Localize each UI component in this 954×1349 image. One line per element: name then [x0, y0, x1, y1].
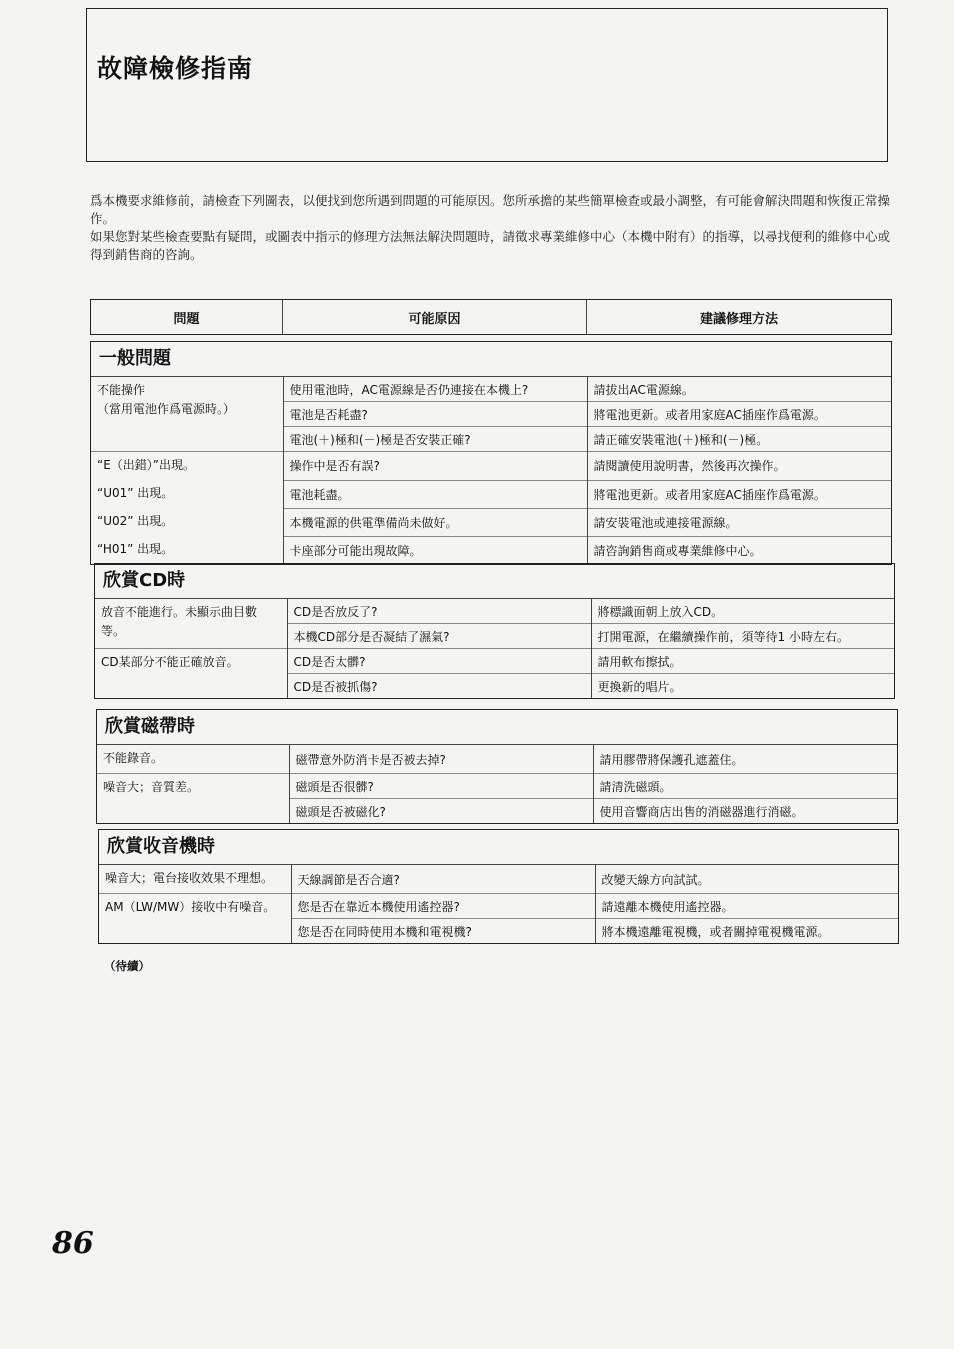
- remedy-cell: 將標識面朝上放入CD。: [597, 604, 724, 619]
- table-row: [97, 774, 897, 799]
- cause-cell: CD是否放反了?: [287, 599, 591, 624]
- section-cd: [94, 563, 895, 699]
- table-row: [99, 865, 898, 894]
- section-radio: [98, 829, 899, 944]
- table-row: [91, 480, 891, 508]
- cause-cell: 磁帶意外防消卡是否被去掉?: [289, 745, 593, 774]
- header-problem: 問題: [91, 300, 283, 334]
- remedy-cell: 請用膠帶將保護孔遮蓋住。: [599, 752, 744, 767]
- problem-cell: CD某部分不能正確放音。: [95, 649, 287, 699]
- intro-paragraph-1: 爲本機要求維修前，請檢查下列圖表，以便找到您所遇到問題的可能原因。您所承擔的某些簡單檢查或最小調整，有可能會解決問題和恢復正常操作。: [90, 193, 891, 226]
- table-header: [90, 299, 892, 335]
- section-general: [90, 341, 892, 565]
- cause-cell: CD是否被抓傷?: [287, 674, 591, 699]
- section-table: [95, 599, 894, 698]
- table-row: [91, 452, 891, 481]
- table-row: [97, 745, 897, 774]
- cause-cell: 操作中是否有誤?: [283, 452, 587, 481]
- section-title: 欣賞CD時: [95, 564, 894, 599]
- remedy-cell: 請拔出AC電源線。: [593, 382, 694, 397]
- section-table: [99, 865, 898, 943]
- remedy-cell: 更換新的唱片。: [591, 674, 894, 699]
- problem-cell: 噪音大；音質差。: [97, 774, 289, 824]
- cause-cell: 磁頭是否被磁化?: [289, 799, 593, 824]
- problem-cell: 噪音大；電台接收效果不理想。: [99, 865, 291, 894]
- page-number: 86: [52, 1226, 94, 1261]
- remedy-cell: 改變天線方向試試。: [601, 872, 710, 887]
- section-table: [91, 377, 891, 564]
- remedy-cell: 請咨詢銷售商或專業維修中心。: [587, 536, 891, 564]
- section-tape: [96, 709, 898, 824]
- section-title: 欣賞磁帶時: [97, 710, 897, 745]
- remedy-cell: 請閱讀使用說明書，然後再次操作。: [587, 452, 891, 481]
- problem-cell: 不能錄音。: [97, 745, 289, 774]
- problem-cell: “U02” 出現。: [91, 508, 283, 536]
- section-table: [97, 745, 897, 823]
- problem-cell: 不能操作 （當用電池作爲電源時。）: [91, 377, 283, 452]
- remedy-cell: 請安裝電池或連接電源線。: [587, 508, 891, 536]
- section-title: 一般問題: [91, 342, 891, 377]
- intro-paragraph-2: 如果您對某些檢查要點有疑問，或圖表中指示的修理方法無法解決問題時，請徵求專業維修中心（本機中附有）的指導，以尋找便利的維修中心或得到銷售商的咨詢。: [90, 229, 891, 262]
- cause-cell: 使用電池時，AC電源線是否仍連接在本機上?: [283, 377, 587, 402]
- remedy-cell: 請正確安裝電池(＋)極和(－)極。: [587, 427, 891, 452]
- remedy-cell: 將電池更新。或者用家庭AC插座作爲電源。: [587, 402, 891, 427]
- cause-cell: 卡座部分可能出現故障。: [283, 536, 587, 564]
- cause-cell: 電池(＋)極和(－)極是否安裝正確?: [283, 427, 587, 452]
- remedy-cell: 請遠離本機使用遙控器。: [595, 894, 898, 919]
- remedy-cell: 打開電源，在繼續操作前，須等待1 小時左右。: [591, 624, 894, 649]
- table-row: [91, 536, 891, 564]
- problem-cell: “U01” 出現。: [91, 480, 283, 508]
- cause-cell: 您是否在同時使用本機和電視機?: [291, 919, 595, 944]
- title-box: [86, 8, 888, 162]
- table-row: [91, 377, 891, 402]
- problem-cell: 放音不能進行。未顯示曲目數等。: [95, 599, 287, 649]
- cause-cell: 您是否在靠近本機使用遙控器?: [291, 894, 595, 919]
- remedy-cell: 請清洗磁頭。: [593, 774, 897, 799]
- remedy-cell: 請用軟布擦拭。: [591, 649, 894, 674]
- intro-text: [90, 192, 892, 264]
- cause-cell: 電池耗盡。: [283, 480, 587, 508]
- to-be-continued: （待續）: [104, 959, 150, 973]
- remedy-cell: 將本機遠離電視機，或者關掉電視機電源。: [595, 919, 898, 944]
- table-row: [91, 508, 891, 536]
- cause-cell: 本機電源的供電準備尚未做好。: [283, 508, 587, 536]
- table-row: [99, 894, 898, 919]
- table-row: [95, 599, 894, 624]
- cause-cell: 電池是否耗盡?: [283, 402, 587, 427]
- cause-cell: 本機CD部分是否凝結了濕氣?: [287, 624, 591, 649]
- problem-cell: AM（LW/MW）接收中有噪音。: [99, 894, 291, 944]
- header-remedy: 建議修理方法: [699, 311, 778, 327]
- remedy-cell: 將電池更新。或者用家庭AC插座作爲電源。: [587, 480, 891, 508]
- cause-cell: 磁頭是否很髒?: [289, 774, 593, 799]
- cause-cell: 天線調節是否合適?: [291, 865, 595, 894]
- section-title: 欣賞收音機時: [99, 830, 898, 865]
- cause-cell: CD是否太髒?: [287, 649, 591, 674]
- table-row: [95, 649, 894, 674]
- header-cause: 可能原因: [283, 300, 587, 334]
- page-title: 故障檢修指南: [97, 54, 254, 83]
- remedy-cell: 使用音響商店出售的消磁器進行消磁。: [593, 799, 897, 824]
- problem-cell: “E（出錯）”出現。: [91, 452, 283, 481]
- problem-cell: “H01” 出現。: [91, 536, 283, 564]
